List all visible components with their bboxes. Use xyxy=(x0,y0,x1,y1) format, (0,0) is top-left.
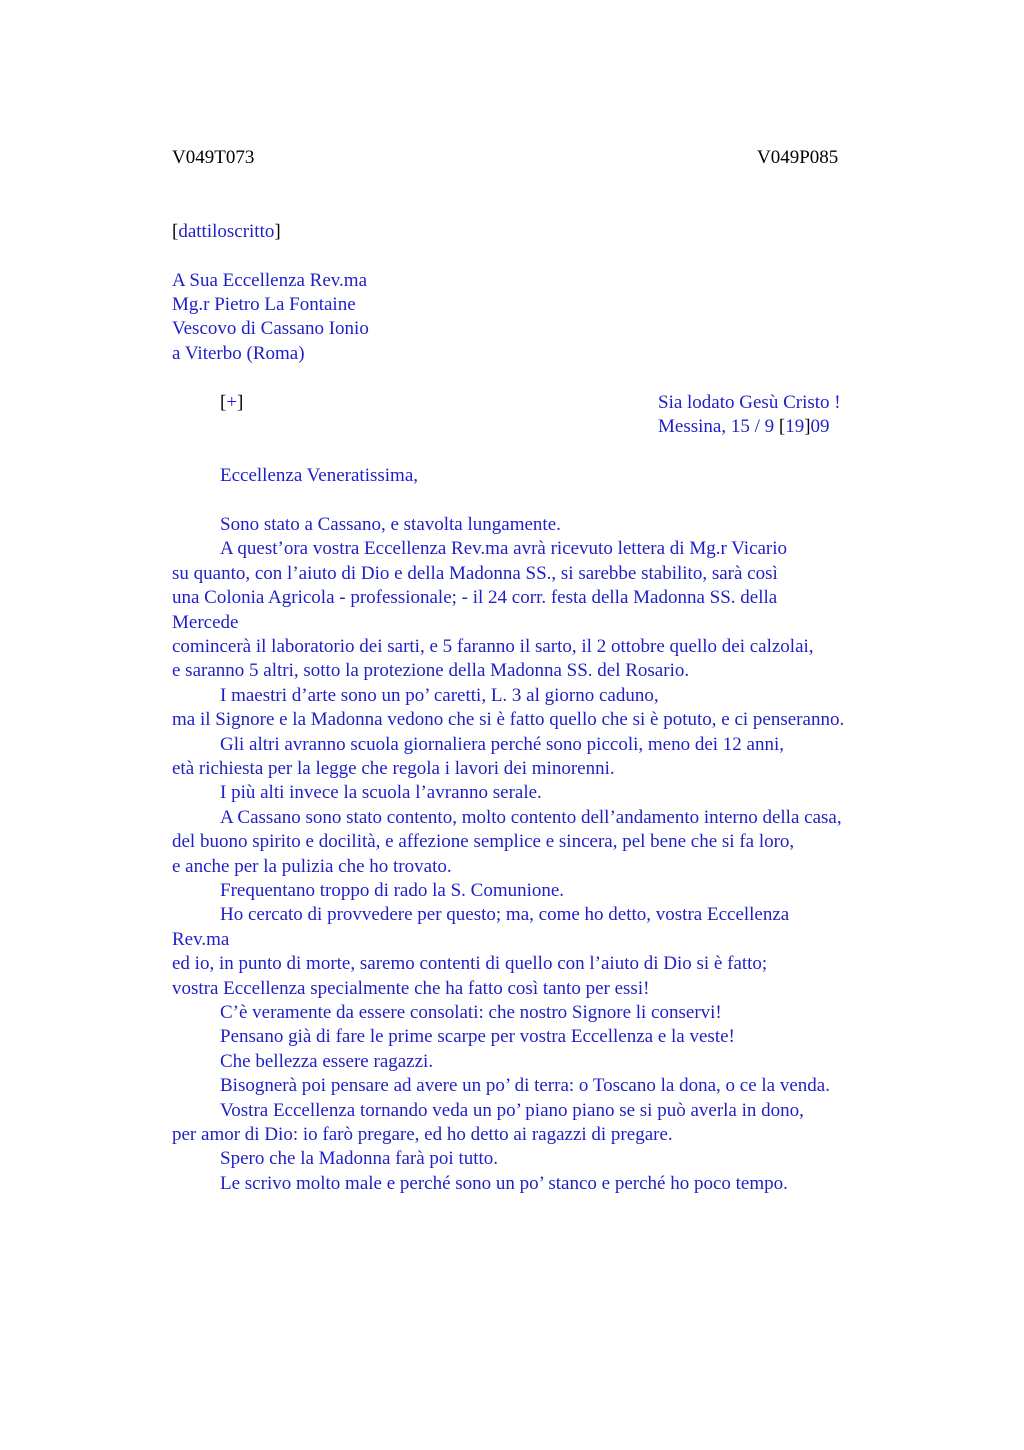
address-line: A Sua Eccellenza Rev.ma xyxy=(172,270,368,291)
body-line: Spero che la Madonna farà poi tutto. xyxy=(220,1148,499,1169)
body-line: C’è veramente da essere consolati: che nostro Signore li conservi! xyxy=(220,1002,722,1023)
body-line: Frequentano troppo di rado la S. Comunione. xyxy=(220,880,565,901)
body-line: A Cassano sono stato contento, molto contento dell’andamento interno della casa, xyxy=(220,807,842,828)
typescript-note-label: dattiloscritto xyxy=(178,221,275,242)
address-line: Vescovo di Cassano Ionio xyxy=(172,318,369,339)
year-close-bracket: ] xyxy=(804,416,811,437)
body-line: età richiesta per la legge che regola i lavori dei minorenni. xyxy=(172,758,615,779)
cross-close-bracket: ] xyxy=(237,392,244,413)
body-line: per amor di Dio: io farò pregare, ed ho detto ai ragazzi di pregare. xyxy=(172,1124,673,1145)
typescript-note-close-bracket: ] xyxy=(274,221,281,242)
body-line: Rev.ma xyxy=(172,929,230,950)
pious-greeting: Sia lodato Gesù Cristo ! xyxy=(658,392,841,413)
body-line: Bisognerà poi pensare ad avere un po’ di terra: o Toscano la dona, o ce la venda. xyxy=(220,1075,830,1096)
body-line: del buono spirito e docilità, e affezione semplice e sincera, pel bene che si fa loro, xyxy=(172,831,795,852)
header-right-code: V049P085 xyxy=(757,147,839,168)
opening-salutation: Eccellenza Veneratissima, xyxy=(220,465,418,486)
place-date xyxy=(658,415,830,439)
body-line: Pensano già di fare le prime scarpe per vostra Eccellenza e la veste! xyxy=(220,1026,735,1047)
body-line: e anche per la pulizia che ho trovato. xyxy=(172,856,452,877)
body-line: I più alti invece la scuola l’avranno serale. xyxy=(220,782,542,803)
typescript-note xyxy=(172,220,281,244)
cross-symbol: + xyxy=(226,392,238,413)
body-line: Le scrivo molto male e perché sono un po’ stanco e perché ho poco tempo. xyxy=(220,1173,788,1194)
body-line: Sono stato a Cassano, e stavolta lungamente. xyxy=(220,514,561,535)
body-line: Mercede xyxy=(172,612,239,633)
year-suffix: 09 xyxy=(810,416,830,437)
year-supplied: 19 xyxy=(785,416,805,437)
body-line: Che bellezza essere ragazzi. xyxy=(220,1051,434,1072)
header-left-code: V049T073 xyxy=(172,147,255,168)
body-line: una Colonia Agricola - professionale; - il 24 corr. festa della Madonna SS. della xyxy=(172,587,778,608)
body-line: A quest’ora vostra Eccellenza Rev.ma avrà ricevuto lettera di Mg.r Vicario xyxy=(220,538,788,559)
year-open-bracket: [ xyxy=(778,416,786,437)
address-line: Mg.r Pietro La Fontaine xyxy=(172,294,356,315)
body-line: Ho cercato di provvedere per questo; ma, come ho detto, vostra Eccellenza xyxy=(220,904,790,925)
body-line: I maestri d’arte sono un po’ caretti, L. 3 al giorno caduno, xyxy=(220,685,659,706)
typescript-note-open-bracket: [ xyxy=(172,221,179,242)
place-date-prefix: Messina, 15 / 9 xyxy=(658,416,779,437)
body-line: Gli altri avranno scuola giornaliera perché sono piccoli, meno dei 12 anni, xyxy=(220,734,785,755)
body-line: ed io, in punto di morte, saremo contenti di quello con l’aiuto di Dio si è fatto; xyxy=(172,953,768,974)
cross-mark xyxy=(220,391,243,415)
body-line: comincerà il laboratorio dei sarti, e 5 faranno il sarto, il 2 ottobre quello dei calzolai, xyxy=(172,636,814,657)
body-line: ma il Signore e la Madonna vedono che si è fatto quello che si è potuto, e ci penseranno. xyxy=(172,709,845,730)
address-line: a Viterbo (Roma) xyxy=(172,343,305,364)
body-line: vostra Eccellenza specialmente che ha fatto così tanto per essi! xyxy=(172,978,650,999)
body-line: Vostra Eccellenza tornando veda un po’ piano piano se si può averla in dono, xyxy=(220,1100,804,1121)
cross-open-bracket: [ xyxy=(220,392,227,413)
body-line: e saranno 5 altri, sotto la protezione della Madonna SS. del Rosario. xyxy=(172,660,690,681)
body-line: su quanto, con l’aiuto di Dio e della Madonna SS., si sarebbe stabilito, sarà così xyxy=(172,563,778,584)
